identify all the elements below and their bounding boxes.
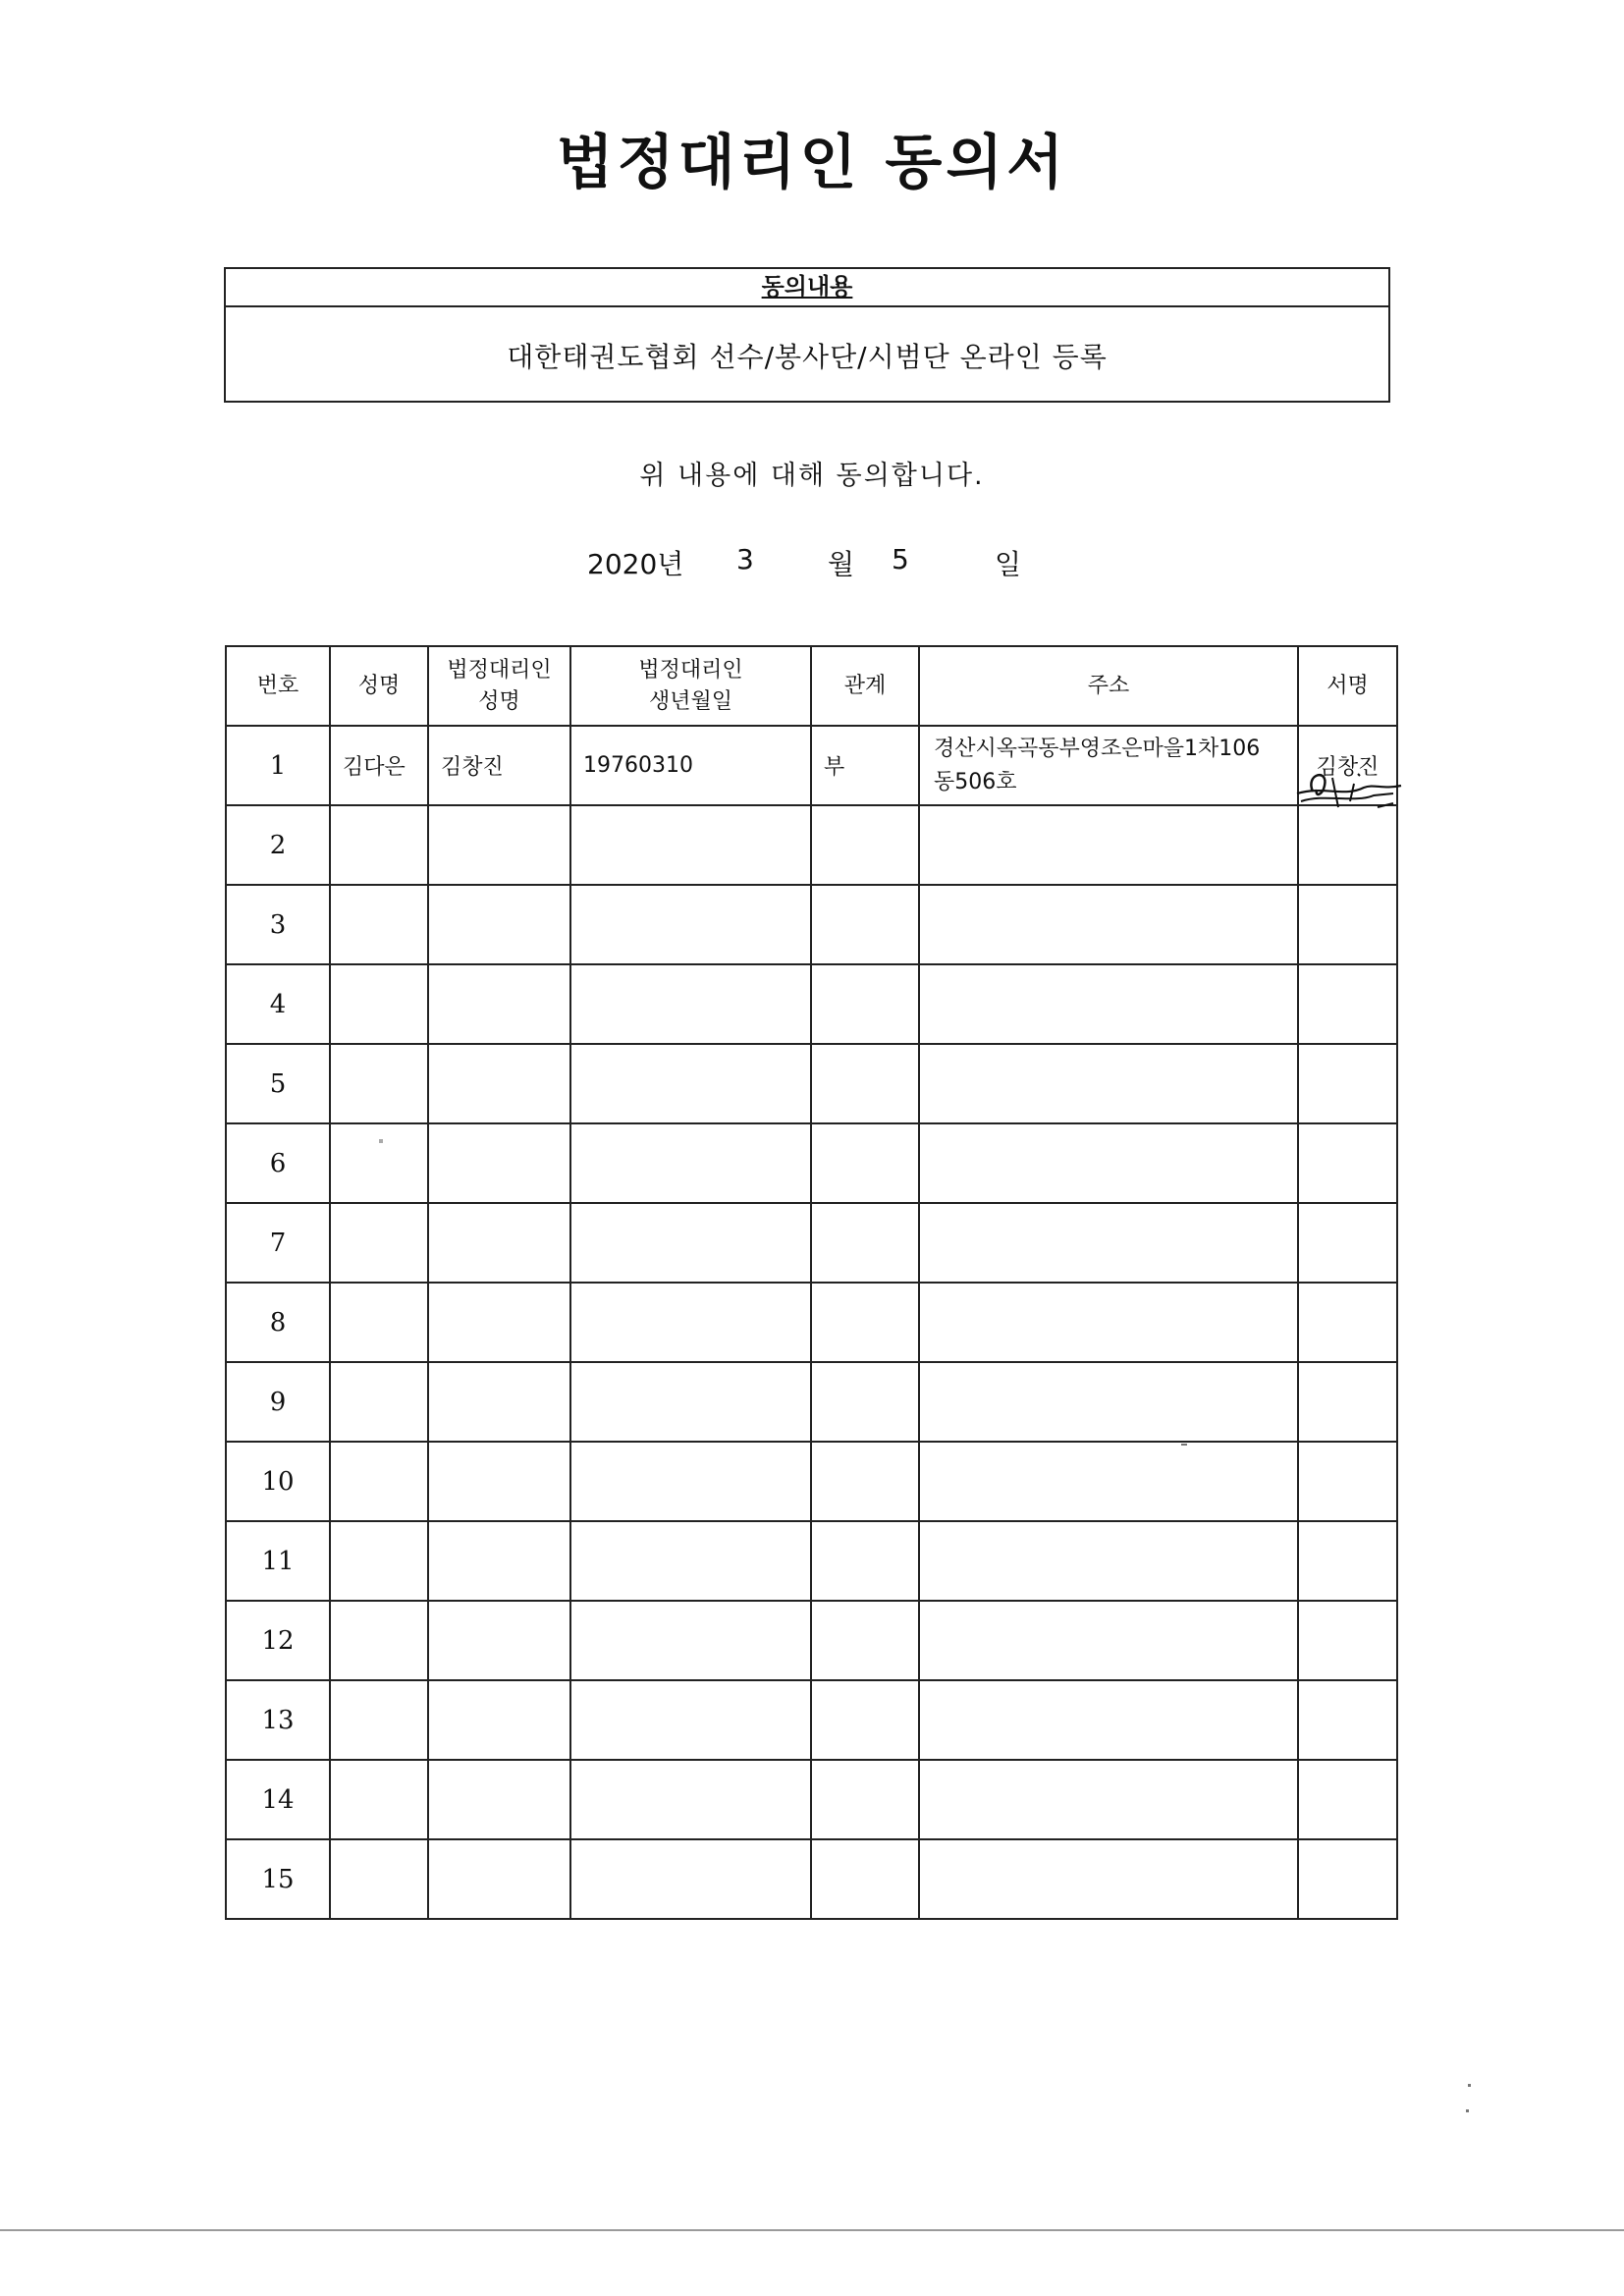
row-signature [1298,1521,1397,1601]
table-row [226,1123,1397,1203]
agree-statement: 위 내용에 대해 동의합니다. [639,461,985,491]
row-number: 3 [226,885,330,964]
header-guardian-birth-line1: 법정대리인 [638,657,743,683]
row-name [330,1601,428,1680]
row-guardian-name [428,1521,570,1601]
row-address [919,1362,1298,1442]
table-row [226,805,1397,885]
table-row [226,1362,1397,1442]
table-row [226,964,1397,1044]
row-guardian-name [428,885,570,964]
row-signature [1298,1601,1397,1680]
header-guardian-name-line1: 법정대리인 [447,657,552,683]
row-relation [811,805,919,885]
row-address [919,1442,1298,1521]
table-row [226,1442,1397,1521]
row-name [330,885,428,964]
row-address [919,1123,1298,1203]
header-guardian-birth [570,646,811,726]
row-address [919,964,1298,1044]
row-address [919,805,1298,885]
scan-speck [1466,2109,1469,2112]
document-title: 법정대리인 동의서 [556,129,1068,197]
row-address [919,726,1298,805]
scan-speck [1468,2084,1471,2087]
row-relation [811,1839,919,1919]
row-number: 6 [226,1123,330,1203]
row-address [919,1680,1298,1760]
row-guardian-name [428,964,570,1044]
header-relation [811,646,919,726]
row-name [330,1044,428,1123]
row-name [330,805,428,885]
date-day: 5 [892,543,909,575]
row-guardian-birth [570,964,811,1044]
row-guardian-name [428,1839,570,1919]
row-name [330,1123,428,1203]
row-guardian-name [428,1680,570,1760]
table-row [226,1839,1397,1919]
row-guardian-name [428,1044,570,1123]
row-guardian-birth [570,805,811,885]
row-relation [811,1203,919,1283]
row-relation [811,1442,919,1521]
row-signature [1298,1123,1397,1203]
header-number [226,646,330,726]
row-address [919,1839,1298,1919]
row-signature [1298,726,1397,805]
header-name [330,646,428,726]
row-guardian-name [428,1601,570,1680]
row-guardian-birth [570,1839,811,1919]
header-signature-label: 서명 [1326,673,1369,698]
row-name [330,1362,428,1442]
consent-header-label: 동의내용 [761,273,853,301]
scan-speck [1181,1444,1187,1446]
table-row [226,1283,1397,1362]
row-signature [1298,964,1397,1044]
row-name [330,1283,428,1362]
header-guardian-name-line2: 성명 [478,688,520,714]
row-signature [1298,1283,1397,1362]
row-guardian-name [428,1362,570,1442]
row-address [919,1044,1298,1123]
header-signature [1298,646,1397,726]
row-relation [811,1123,919,1203]
scan-edge-line [0,2229,1624,2231]
row-address [919,885,1298,964]
table-row [226,726,1397,805]
row-number: 2 [226,805,330,885]
row-guardian-name [428,1760,570,1839]
header-address-label: 주소 [1087,673,1130,698]
table-row [226,1760,1397,1839]
table-row [226,885,1397,964]
header-number-label: 번호 [256,673,299,698]
row-guardian-birth [570,1283,811,1362]
consent-content-box [224,267,1390,403]
row-signature-name: 김창진 [1316,755,1380,780]
row-number: 7 [226,1203,330,1283]
row-name [330,1442,428,1521]
row-signature [1298,1760,1397,1839]
table-row [226,1044,1397,1123]
row-guardian-name [428,1283,570,1362]
table-row [226,1203,1397,1283]
row-relation [811,1283,919,1362]
row-relation [811,1044,919,1123]
row-guardian-birth [570,1123,811,1203]
row-name [330,1203,428,1283]
row-name: 김다은 [330,726,428,805]
consent-body: 대한태권도협회 선수/봉사단/시범단 온라인 등록 [507,340,1108,373]
row-guardian-birth [570,1362,811,1442]
row-number: 1 [226,726,330,805]
row-guardian-name [428,1442,570,1521]
table-row [226,1601,1397,1680]
header-guardian-name [428,646,570,726]
row-address [919,1521,1298,1601]
row-relation [811,1521,919,1601]
table-row [226,1680,1397,1760]
date-year: 2020년 [587,548,684,580]
row-guardian-birth [570,1203,811,1283]
header-guardian-birth-line2: 생년월일 [648,688,732,714]
row-relation [811,1760,919,1839]
row-signature [1298,885,1397,964]
row-relation [811,964,919,1044]
row-guardian-birth [570,1601,811,1680]
row-guardian-birth [570,885,811,964]
date-month-unit: 월 [828,548,855,580]
row-number: 11 [226,1521,330,1601]
header-address [919,646,1298,726]
table-row [226,1521,1397,1601]
row-name [330,1521,428,1601]
row-address [919,1283,1298,1362]
row-name [330,964,428,1044]
row-number: 14 [226,1760,330,1839]
scan-speck [379,1139,383,1143]
row-guardian-name [428,805,570,885]
date-day-unit: 일 [995,548,1022,580]
guardian-registration-table [225,645,1398,1920]
row-signature [1298,1362,1397,1442]
row-guardian-name [428,1123,570,1203]
row-address-line1: 경산시옥곡동부영조은마을1차106 [934,736,1261,761]
row-signature [1298,1442,1397,1521]
row-name [330,1760,428,1839]
row-number: 8 [226,1283,330,1362]
row-address-line2: 동506호 [934,769,1017,794]
row-number: 13 [226,1680,330,1760]
row-signature [1298,1839,1397,1919]
row-guardian-birth [570,1442,811,1521]
row-guardian-name: 김창진 [428,726,570,805]
row-address [919,1203,1298,1283]
row-name [330,1680,428,1760]
row-number: 15 [226,1839,330,1919]
consent-header [226,269,1388,307]
row-signature [1298,1203,1397,1283]
row-address [919,1601,1298,1680]
row-number: 12 [226,1601,330,1680]
table-header-row [226,646,1397,726]
row-guardian-birth: 19760310 [570,726,811,805]
row-number: 10 [226,1442,330,1521]
row-signature [1298,1680,1397,1760]
row-number: 9 [226,1362,330,1442]
row-number: 4 [226,964,330,1044]
row-name [330,1839,428,1919]
row-guardian-birth [570,1680,811,1760]
row-guardian-name [428,1203,570,1283]
row-relation [811,1680,919,1760]
row-address [919,1760,1298,1839]
row-relation [811,1601,919,1680]
row-number: 5 [226,1044,330,1123]
header-relation-label: 관계 [843,673,887,698]
row-guardian-birth [570,1044,811,1123]
row-guardian-birth [570,1521,811,1601]
row-relation: 부 [811,726,919,805]
row-signature [1298,1044,1397,1123]
row-guardian-birth [570,1760,811,1839]
date-month: 3 [736,543,754,575]
row-relation [811,885,919,964]
row-relation [811,1362,919,1442]
header-name-label: 성명 [357,673,401,698]
